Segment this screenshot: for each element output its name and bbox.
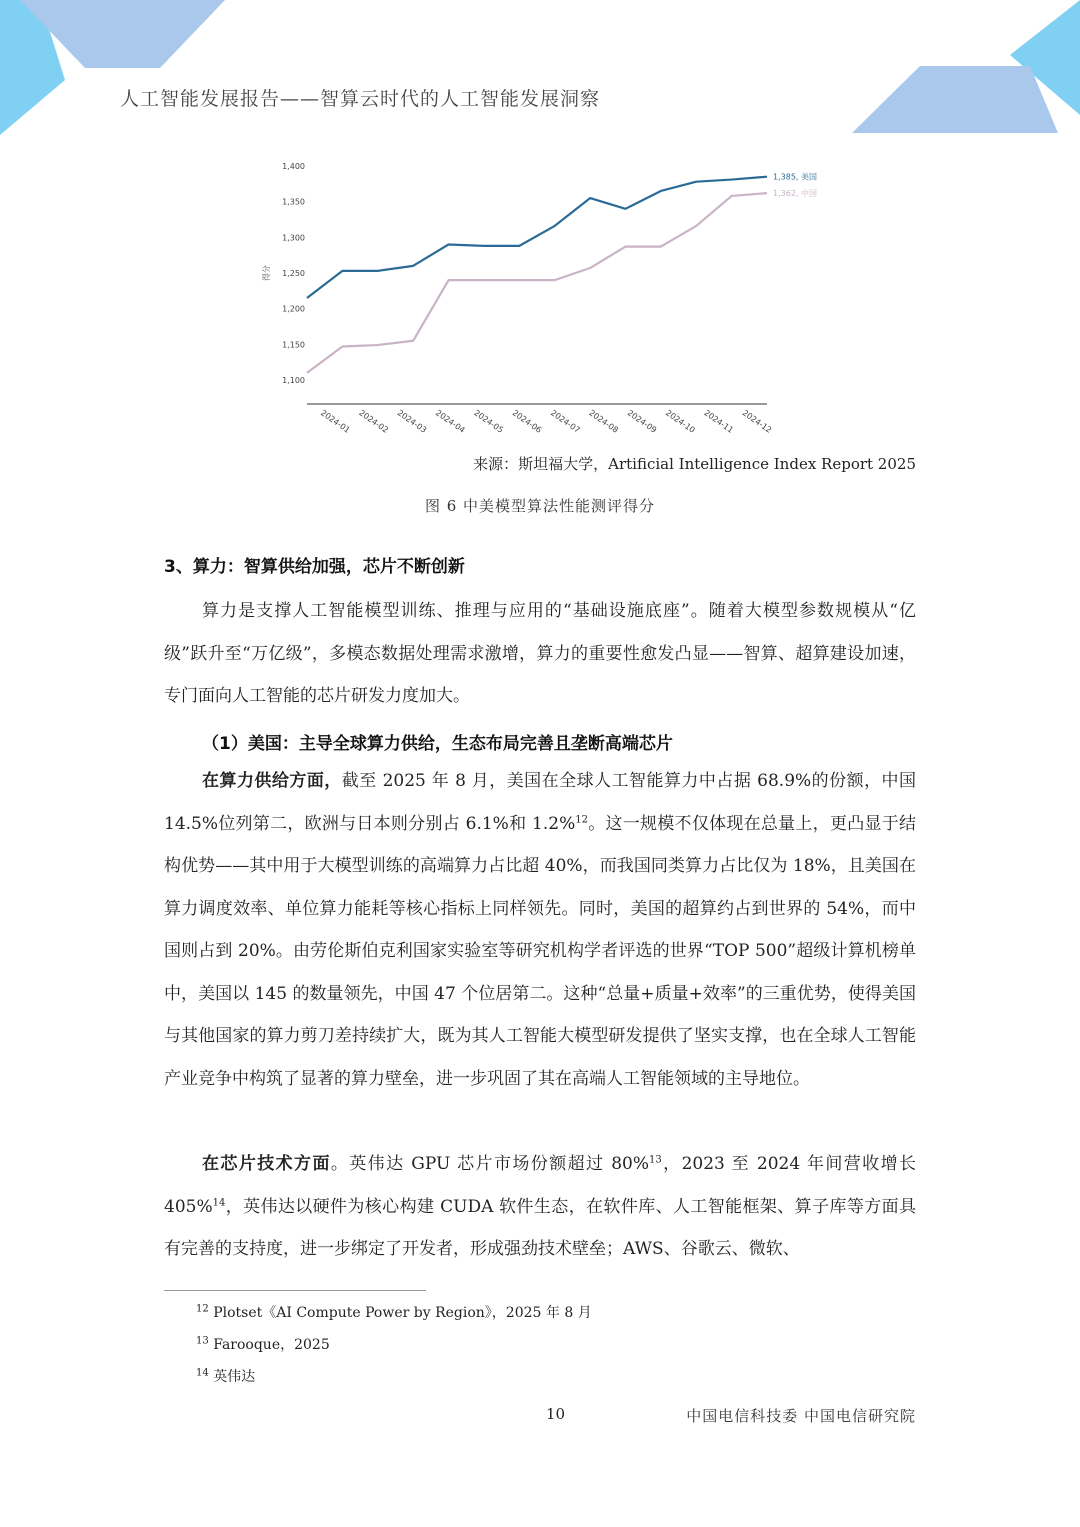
performance-line-chart	[255, 150, 835, 440]
page-number: 10	[546, 1405, 566, 1423]
x-tick-label: 2024-02	[357, 408, 390, 435]
footnote-text: Farooque，2025	[213, 1337, 330, 1353]
section-heading: 3、算力：智算供给加强，芯片不断创新	[164, 557, 465, 577]
y-tick-label: 1,350	[282, 197, 305, 207]
paragraph-text: 截至 2025 年 8 月，美国在全球人工智能算力中占据 68.9%的份额，中国 14.5%位列第二，欧洲与日本则分别占 6.1%和 1.2%	[164, 771, 917, 834]
footnote-ref: 12	[575, 813, 588, 825]
y-tick-label: 1,400	[282, 162, 305, 171]
footnote-12	[196, 1302, 592, 1322]
intro-paragraph: 算力是支撑人工智能模型训练、推理与应用的“基础设施底座”。随着大模型参数规模从“亿级”跃升至“万亿级”，多模态数据处理需求激增，算力的重要性愈发凸显——智算、超算建设加速，专门面向人工智能的芯片研发力度加大。	[164, 601, 916, 706]
paragraph-text: 。英伟达 GPU 芯片市场份额超过 80%	[330, 1154, 650, 1174]
y-tick-label: 1,200	[282, 304, 305, 314]
sub-heading: （1）美国：主导全球算力供给，生态布局完善且垄断高端芯片	[202, 734, 673, 754]
x-tick-label: 2024-01	[319, 408, 352, 435]
x-tick-label: 2024-05	[472, 408, 505, 435]
footnote-text: 英伟达	[213, 1369, 256, 1385]
x-tick-label: 2024-04	[434, 408, 467, 435]
footnote-14	[196, 1366, 255, 1386]
footnote-number: 13	[196, 1335, 209, 1347]
x-tick-label: 2024-06	[510, 408, 544, 435]
paragraph-lead: 在芯片技术方面	[202, 1154, 331, 1174]
footnote-divider	[164, 1290, 426, 1291]
footnote-13	[196, 1334, 330, 1354]
x-tick-label: 2024-03	[395, 408, 429, 435]
footnote-text: Plotset《AI Compute Power by Region》，2025 年 8 月	[213, 1305, 592, 1321]
figure-caption: 图 6 中美模型算法性能测评得分	[424, 497, 656, 515]
x-tick-label: 2024-12	[740, 408, 774, 435]
y-tick-label: 1,250	[282, 269, 305, 278]
paragraph-lead: 在算力供给方面，	[202, 771, 342, 791]
header-banner-right	[852, 66, 1058, 133]
compute-supply-paragraph	[164, 760, 916, 1100]
header-title: 人工智能发展报告——智算云时代的人工智能发展洞察	[120, 88, 601, 110]
x-tick-label: 2024-10	[664, 408, 697, 435]
footnote-ref: 13	[649, 1154, 662, 1166]
chip-tech-paragraph	[164, 1143, 916, 1271]
footnote-number: 12	[196, 1303, 209, 1315]
x-tick-label: 2024-11	[702, 408, 735, 435]
paragraph-text: ，2023 至 2024 年间营收增长 405%	[164, 1154, 916, 1217]
series-end-label: 1,385, 美国	[773, 172, 817, 182]
y-tick-label: 1,300	[282, 233, 305, 243]
header-decoration	[0, 0, 1080, 160]
paragraph-text: ，英伟达以硬件为核心构建 CUDA 软件生态，在软件库、人工智能框架、算子库等方面具有完善的支持度，进一步绑定了开发者，形成强劲技术壁垒；AWS、谷歌云、微软、	[164, 1196, 916, 1259]
y-axis-label: 得分	[262, 265, 271, 281]
y-tick-label: 1,150	[282, 340, 305, 350]
series-end-label: 1,362, 中国	[773, 189, 817, 199]
figure-source: 来源：斯坦福大学，Artificial Intelligence Index Report 2025	[473, 455, 916, 473]
footnote-number: 14	[196, 1367, 209, 1379]
x-tick-label: 2024-07	[549, 408, 582, 435]
y-tick-label: 1,100	[282, 376, 305, 385]
footnote-ref: 14	[212, 1196, 226, 1208]
footer-organization: 中国电信科技委 中国电信研究院	[686, 1407, 916, 1425]
x-tick-label: 2024-09	[625, 408, 659, 435]
paragraph-text: 。这一规模不仅体现在总量上，更凸显于结构优势——其中用于大模型训练的高端算力占比超 40%，而我国同类算力占比仅为 18%，且美国在算力调度效率、单位算力能耗等核心指标上同样领先。同时，美国的超算约占到世界的 54%，而中国则占到 20%。由劳伦斯伯克利国家实验室等研究机构学者评选的世界“TOP 500”超级计算机榜单中，美国以 145 的数量领先，中国 47 个位居第二。这种“总量+质量+效率”的三重优势，使得美国与其他国家的算力剪刀差持续扩大，既为其人工智能大模型研发提供了坚实支撑，也在全球人工智能产业竞争中构筑了显著的算力壁垒，进一步巩固了其在高端人工智能领域的主导地位。	[164, 813, 916, 1089]
x-tick-label: 2024-08	[587, 408, 620, 435]
series-line-1	[307, 193, 767, 373]
